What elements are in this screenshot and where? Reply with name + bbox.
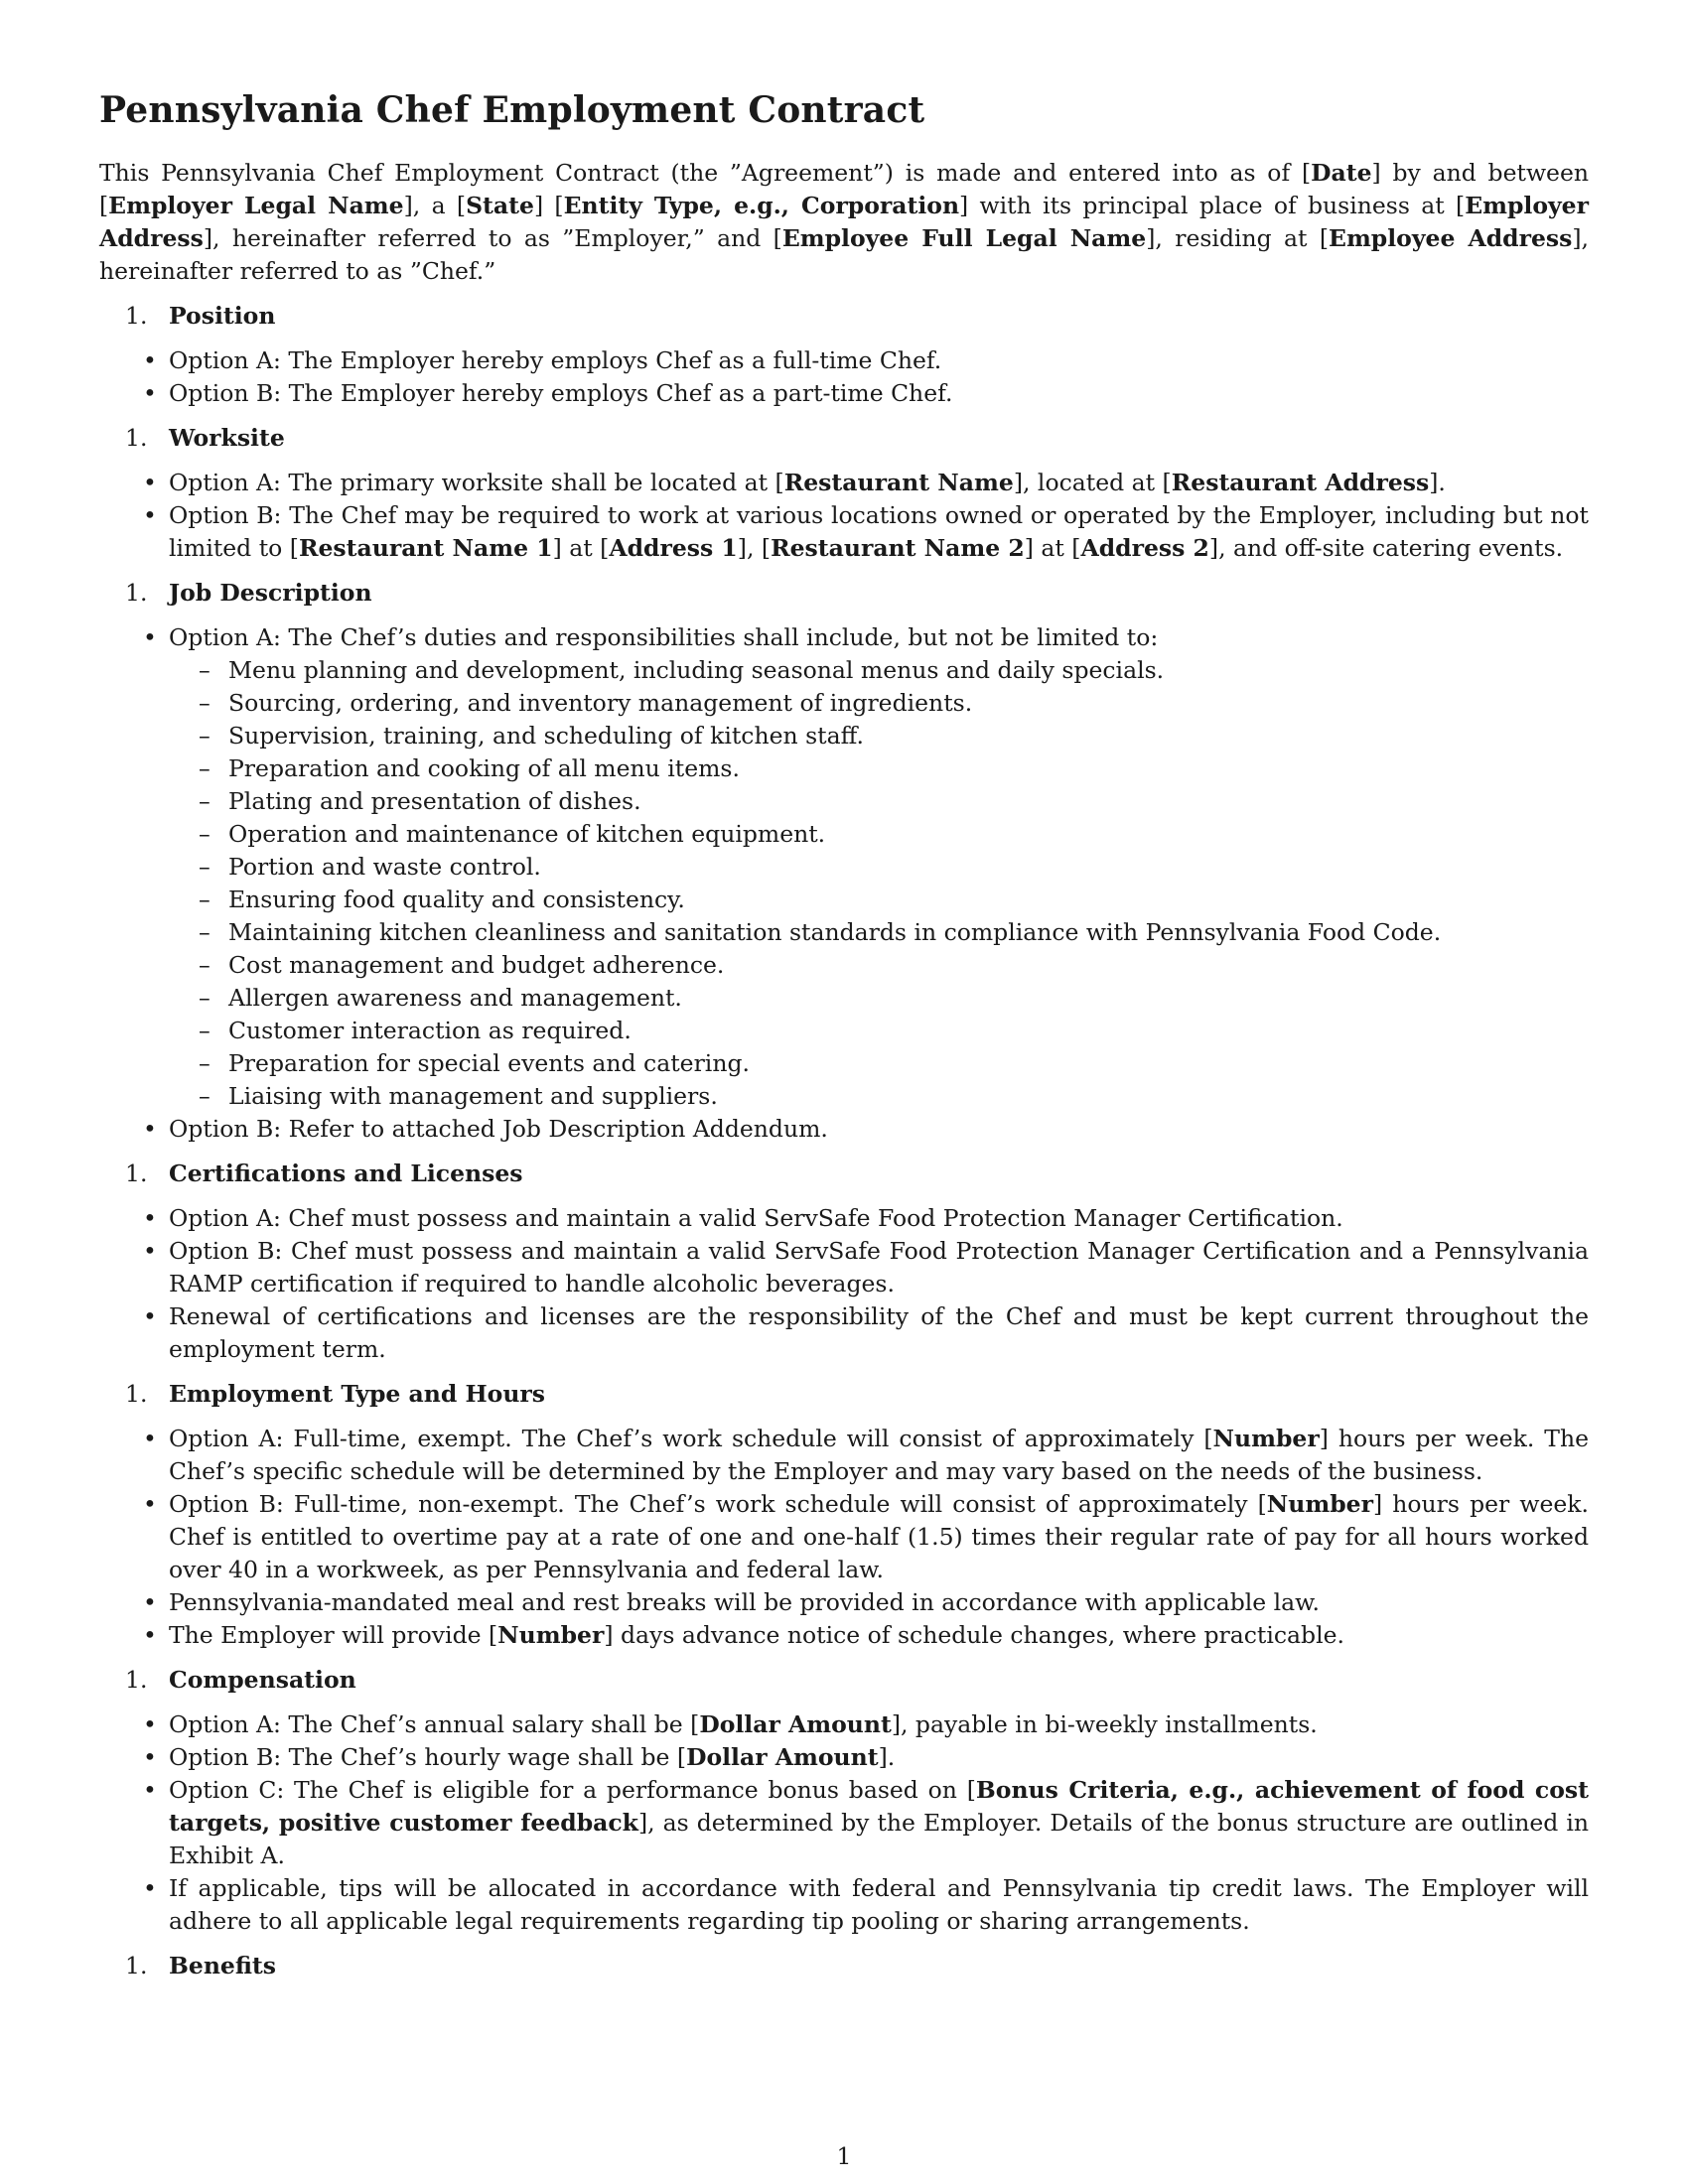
section-heading — [99, 577, 1589, 610]
section-number: 1. — [125, 1666, 148, 1694]
duty-item: – Liaising with management and suppliers. — [169, 1080, 1589, 1113]
text-run: Option C: The Chef is eligible for a performance bonus based on [ — [169, 1776, 976, 1804]
duty-item: – Ensuring food quality and consistency. — [169, 884, 1589, 916]
text-run: Option B: Refer to attached Job Description Addendum. — [169, 1115, 828, 1143]
text-run: ], residing at [ — [1146, 224, 1330, 252]
text-run: Option B: The Employer hereby employs Chef as a part-time Chef. — [169, 379, 953, 407]
option-item — [99, 1741, 1589, 1774]
text-run: [ — [1301, 159, 1312, 187]
text-run: Pennsylvania-mandated meal and rest breaks will be provided in accordance with applicable law. — [169, 1588, 1320, 1616]
option-list — [99, 621, 1589, 1146]
placeholder-field: Restaurant Name — [783, 469, 1014, 496]
option-item — [99, 499, 1589, 565]
text-run: Option A: Chef must possess and maintain a valid ServSafe Food Protection Manager Certification. — [169, 1204, 1343, 1232]
option-item — [99, 377, 1589, 410]
option-item — [99, 1774, 1589, 1872]
duty-item: – Allergen awareness and management. — [169, 982, 1589, 1015]
section-title: Employment Type and Hours — [169, 1380, 546, 1408]
text-run: ] at [ — [552, 534, 610, 562]
text-run: Option A: The Chef’s duties and responsibilities shall include, but not be limited to: — [169, 623, 1159, 651]
section-heading — [99, 1158, 1589, 1190]
text-run: Option B: The Chef’s hourly wage shall be [ — [169, 1743, 687, 1771]
duty-item: – Maintaining kitchen cleanliness and sanitation standards in compliance with Pennsylvania Food Code. — [169, 916, 1589, 949]
text-run: ], [ — [737, 534, 772, 562]
option-item — [99, 1235, 1589, 1300]
duty-item: – Preparation for special events and catering. — [169, 1047, 1589, 1080]
option-list — [99, 467, 1589, 565]
text-run: Option A: The Chef’s annual salary shall be [ — [169, 1710, 700, 1738]
duty-item: – Preparation and cooking of all menu items. — [169, 752, 1589, 785]
placeholder-field: Bonus Criteria, e.g., achievement of food cost targets, positive customer feedback — [169, 1776, 1589, 1837]
text-run: Option B: Chef must possess and maintain a valid ServSafe Food Protection Manager Certification and a Pennsylvania RAMP certification if required to handle alcoholic beverages. — [169, 1237, 1589, 1297]
section-number: 1. — [125, 1380, 148, 1408]
option-item — [99, 1202, 1589, 1235]
option-item — [99, 1708, 1589, 1741]
placeholder-field: Number — [1266, 1490, 1373, 1518]
text-run: ] [ — [533, 192, 564, 219]
duty-item: – Customer interaction as required. — [169, 1015, 1589, 1047]
text-run: ], and off-site catering events. — [1208, 534, 1564, 562]
duty-item: – Cost management and budget adherence. — [169, 949, 1589, 982]
option-list — [99, 1202, 1589, 1366]
text-run: Option A: The primary worksite shall be located at [ — [169, 469, 784, 496]
placeholder-field: Entity Type, e.g., Corporation — [563, 192, 960, 219]
placeholder-field: Restaurant Address — [1171, 469, 1430, 496]
placeholder-field: Dollar Amount — [699, 1710, 892, 1738]
placeholder-field: Number — [497, 1621, 605, 1649]
placeholder-field: Date — [1311, 159, 1372, 187]
placeholder-field: Employee Address — [1329, 224, 1573, 252]
section-title: Job Description — [169, 579, 372, 607]
section-number: 1. — [125, 1952, 148, 1979]
page-number: 1 — [836, 2142, 852, 2170]
placeholder-field: Dollar Amount — [686, 1743, 879, 1771]
option-item — [99, 1423, 1589, 1488]
text-run: ] hours per week. The Chef’s specific schedule will be determined by the Employer and may vary based on the needs of the business. — [169, 1425, 1589, 1485]
section-number: 1. — [125, 302, 148, 330]
option-list — [99, 1423, 1589, 1652]
option-item — [99, 621, 1589, 1113]
text-run: The Employer will provide [ — [169, 1621, 498, 1649]
section-heading — [99, 1378, 1589, 1411]
section-title: Certifications and Licenses — [169, 1160, 523, 1187]
section-number: 1. — [125, 579, 148, 607]
section-heading — [99, 1950, 1589, 1982]
option-item — [99, 1619, 1589, 1652]
text-run: Option A: Full-time, exempt. The Chef’s work schedule will consist of approximately [ — [169, 1425, 1213, 1452]
duty-item: – Sourcing, ordering, and inventory management of ingredients. — [169, 687, 1589, 720]
duty-item: – Portion and waste control. — [169, 851, 1589, 884]
section-title: Compensation — [169, 1666, 356, 1694]
text-run: ], as determined by the Employer. Details of the bonus structure are outlined in Exhibit A. — [169, 1809, 1589, 1869]
section-title: Worksite — [169, 424, 285, 452]
section-title: Benefits — [169, 1952, 277, 1979]
text-run: ], located at [ — [1013, 469, 1172, 496]
text-run: ] days advance notice of schedule changes, where practicable. — [604, 1621, 1344, 1649]
text-run: ], hereinafter referred to as ”Chef.” — [99, 224, 1590, 285]
section-number: 1. — [125, 424, 148, 452]
placeholder-field: Address 2 — [1080, 534, 1209, 562]
duty-item: – Operation and maintenance of kitchen equipment. — [169, 818, 1589, 851]
option-item — [99, 1488, 1589, 1586]
text-run: ] with its principal place of business at [ — [959, 192, 1466, 219]
placeholder-field: Restaurant Name 1 — [298, 534, 553, 562]
text-run: ], hereinafter referred to as ”Employer,” and [ — [203, 224, 782, 252]
text-run: This Pennsylvania Chef Employment Contract (the ”Agreement”) is made and entered into as of — [99, 159, 1302, 187]
text-run: ]. — [878, 1743, 896, 1771]
text-run: ] hours per week. Chef is entitled to overtime pay at a rate of one and one-half (1.5) times their regular rate of pay for all hours worked over 40 in a workweek, as per Pennsylvania and federal law. — [169, 1490, 1589, 1583]
text-run: ] by and between [ — [99, 159, 1590, 219]
sections-container — [99, 300, 1589, 1982]
text-run: ] at [ — [1024, 534, 1081, 562]
text-run: ], payable in bi-weekly installments. — [891, 1710, 1318, 1738]
document-title: Pennsylvania Chef Employment Contract — [99, 89, 925, 131]
option-item — [99, 467, 1589, 499]
option-list — [99, 1708, 1589, 1938]
placeholder-field: Number — [1212, 1425, 1320, 1452]
text-run: If applicable, tips will be allocated in accordance with federal and Pennsylvania tip credit laws. The Employer will adhere to all applicable legal requirements regarding tip pooling or sharing arrangements. — [169, 1874, 1589, 1935]
option-item — [99, 1300, 1589, 1366]
text-run: ]. — [1429, 469, 1446, 496]
text-run: Renewal of certifications and licenses are the responsibility of the Chef and must be kept current throughout the employment term. — [169, 1302, 1589, 1363]
section-heading — [99, 1664, 1589, 1697]
option-item — [99, 1113, 1589, 1146]
duty-item: – Menu planning and development, including seasonal menus and daily specials. — [169, 654, 1589, 687]
duty-item: – Supervision, training, and scheduling of kitchen staff. — [169, 720, 1589, 752]
section-heading — [99, 300, 1589, 333]
option-item — [99, 1872, 1589, 1938]
placeholder-field: Employer Address — [99, 192, 1589, 252]
intro-paragraph — [99, 157, 1589, 288]
placeholder-field: Restaurant Name 2 — [771, 534, 1025, 562]
text-run: Option B: Full-time, non-exempt. The Chef’s work schedule will consist of approximately [ — [169, 1490, 1267, 1518]
placeholder-field: Employer Legal Name — [108, 192, 404, 219]
text-run: Option A: The Employer hereby employs Chef as a full-time Chef. — [169, 346, 942, 374]
option-item — [99, 344, 1589, 377]
document-page — [99, 89, 1589, 1994]
section-heading — [99, 422, 1589, 455]
duty-item: – Plating and presentation of dishes. — [169, 785, 1589, 818]
section-title: Position — [169, 302, 276, 330]
placeholder-field: Employee Full Legal Name — [781, 224, 1147, 252]
text-run: ], a [ — [403, 192, 467, 219]
placeholder-field: State — [466, 192, 534, 219]
option-item — [99, 1586, 1589, 1619]
placeholder-field: Address 1 — [609, 534, 738, 562]
text-run: Option B: The Chef may be required to work at various locations owned or operated by the Employer, including but not limited to [ — [169, 501, 1589, 562]
duty-list — [169, 654, 1589, 1113]
section-number: 1. — [125, 1160, 148, 1187]
option-list — [99, 344, 1589, 410]
